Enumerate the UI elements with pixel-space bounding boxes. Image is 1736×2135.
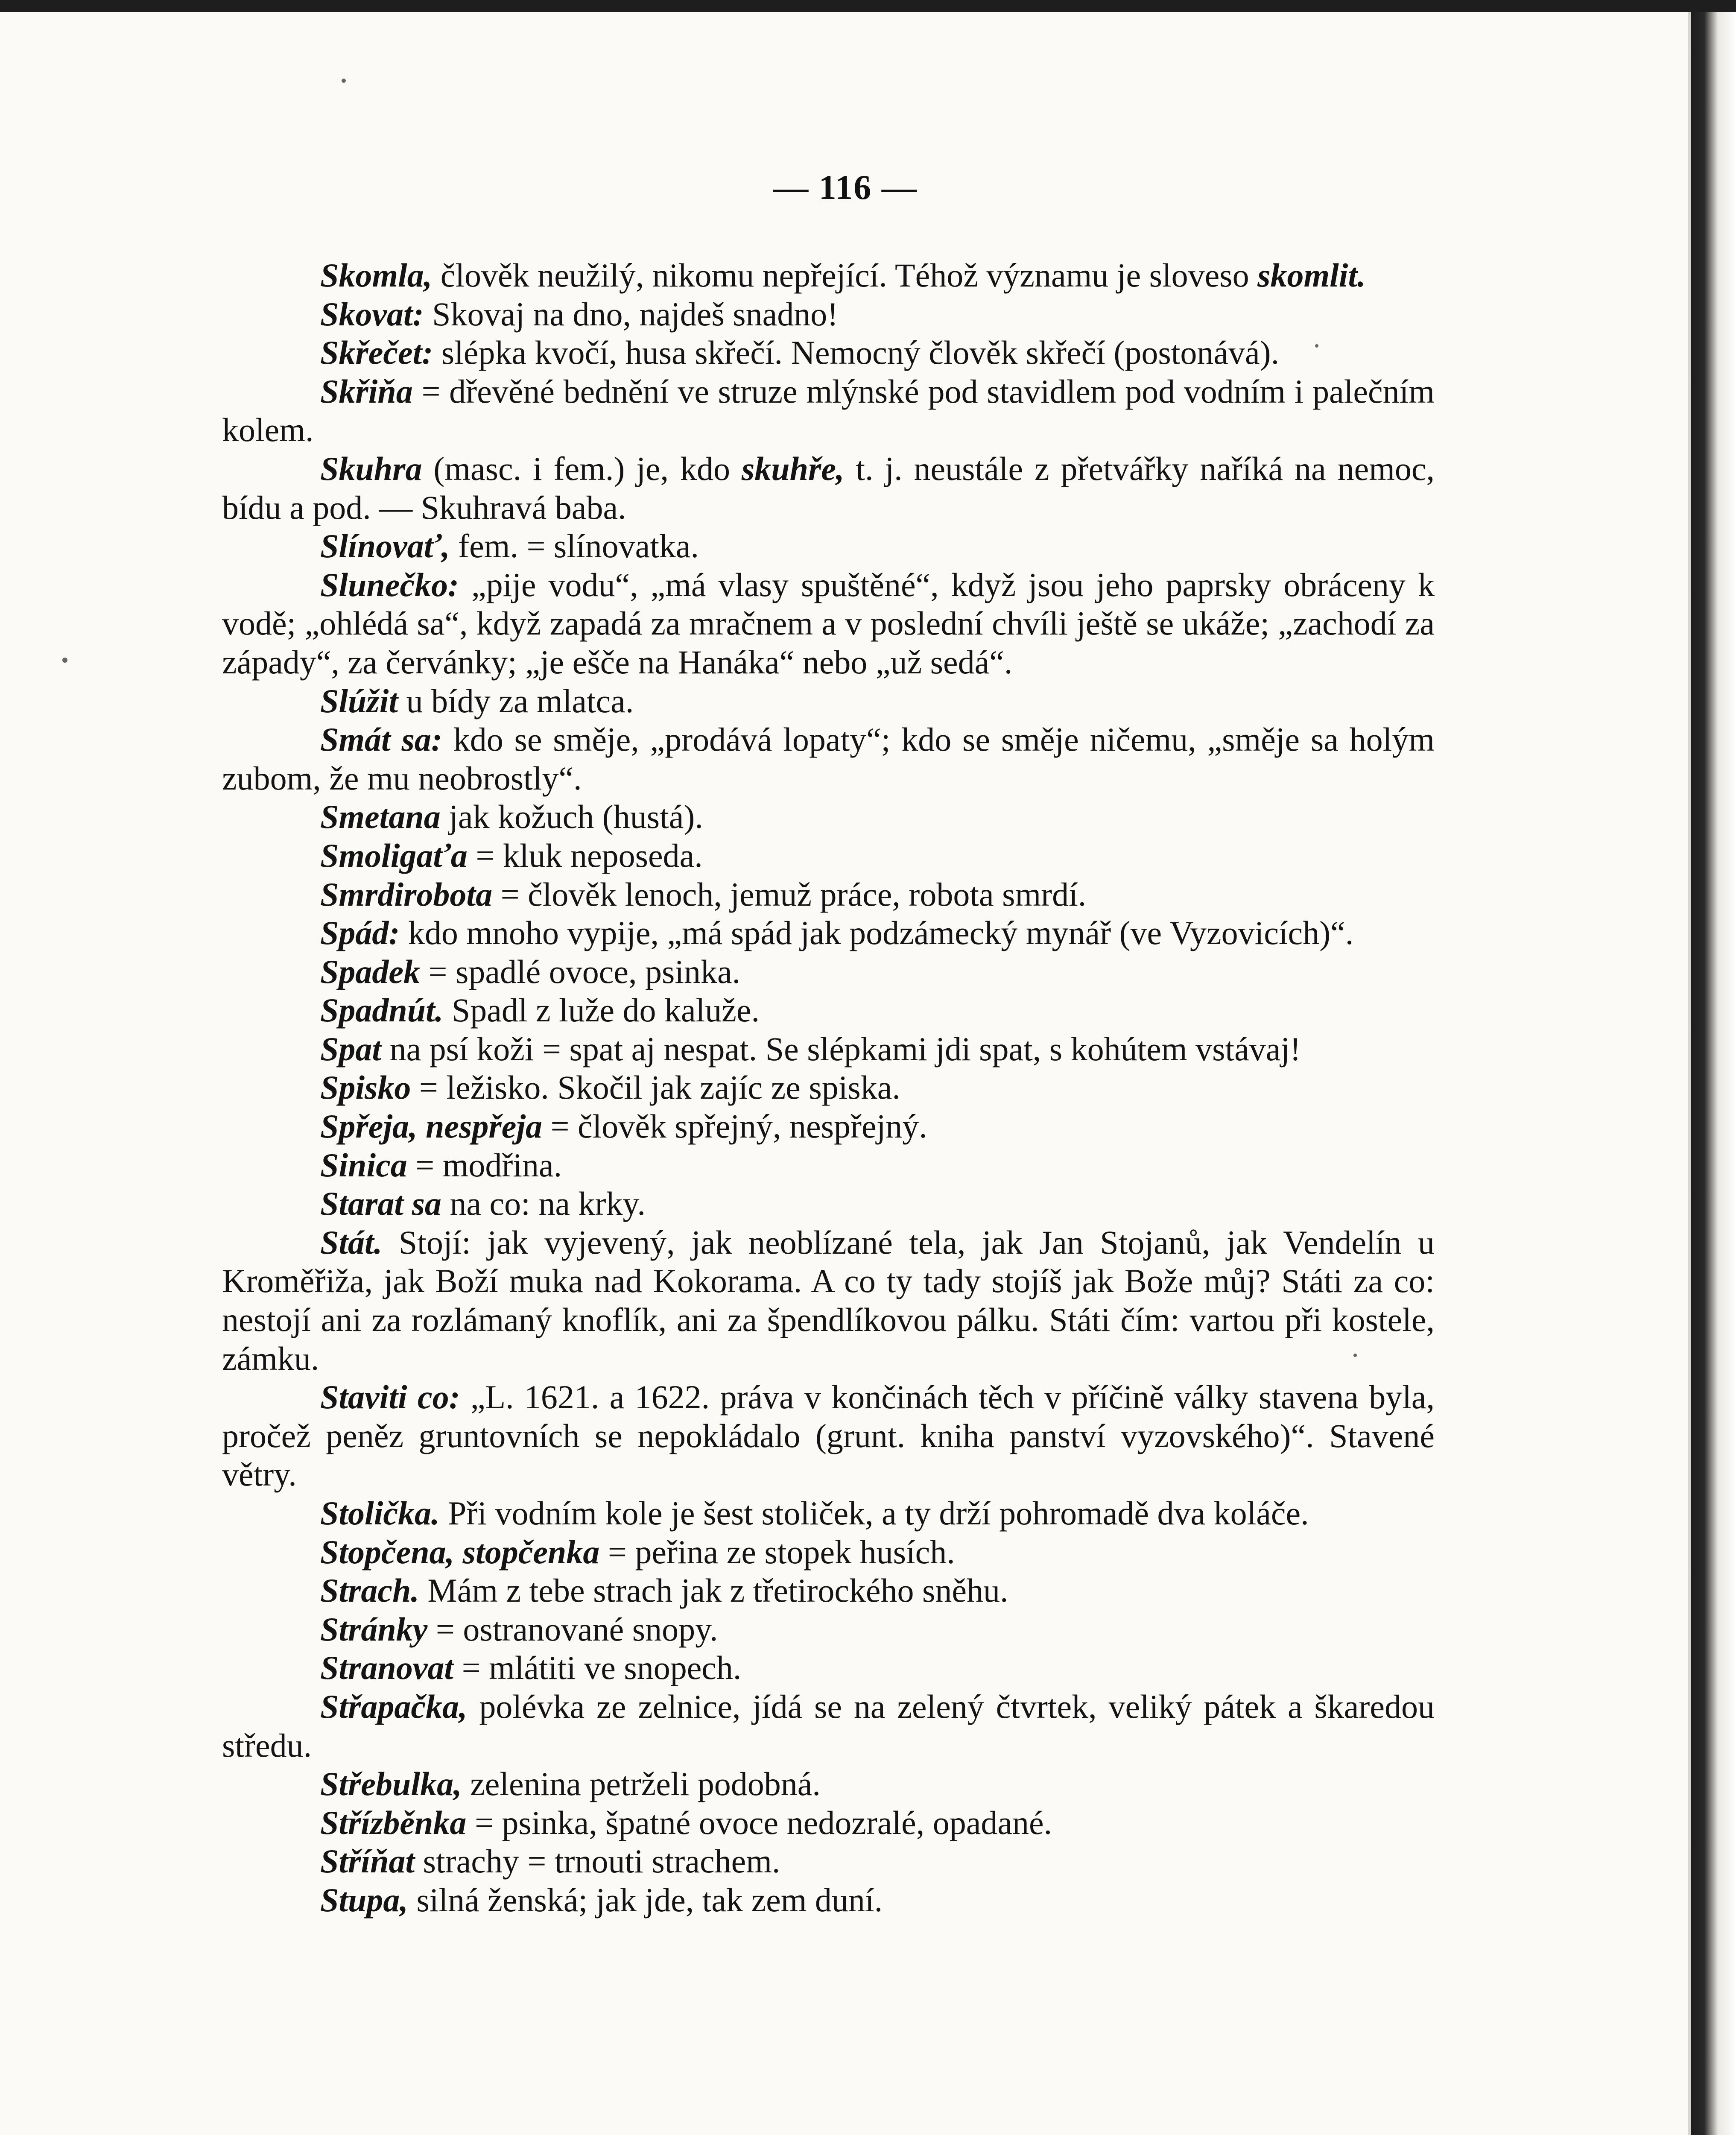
dictionary-entry bbox=[222, 953, 1435, 991]
page-number: — 116 — bbox=[773, 168, 918, 207]
dictionary-entry bbox=[222, 720, 1435, 798]
entry-headword: Skuhra bbox=[320, 450, 422, 487]
dictionary-entry bbox=[222, 1068, 1435, 1107]
dictionary-entry bbox=[222, 682, 1435, 721]
entry-headword: Starat sa bbox=[320, 1185, 441, 1223]
entry-definition: (masc. i fem.) je, kdo bbox=[422, 450, 742, 487]
entry-definition: zelenina petrželi podobná. bbox=[462, 1765, 821, 1803]
entry-headword: Skřečet: bbox=[320, 334, 433, 371]
dictionary-entry bbox=[222, 836, 1435, 875]
entry-headword: Skřiňa bbox=[320, 372, 413, 410]
dictionary-entry bbox=[222, 450, 1435, 527]
dictionary-entry bbox=[222, 1649, 1435, 1688]
scan-speck bbox=[62, 658, 67, 663]
entry-definition: = spadlé ovoce, psinka. bbox=[420, 953, 741, 990]
entry-definition: silná ženská; jak jde, tak zem duní. bbox=[408, 1881, 883, 1919]
dictionary-entry bbox=[222, 566, 1435, 682]
entry-definition: „pije vodu“, „má vlasy spuštěné“, když jsou jeho paprsky obráceny k vodě; „ohlédá sa“, když zapadá za mračnem a v poslední chvíli ještě se ukáže; „zachodí za západy“, za červánky; „je ešče na Hanáka“ nebo „už sedá“. bbox=[222, 566, 1435, 681]
dictionary-entry bbox=[222, 1030, 1435, 1069]
entry-definition: Stojí: jak vyjevený, jak neoblízané tela, jak Jan Stojanů, jak Vendelín u Kroměřiža, jak Boží muka nad Kokorama. A co ty tady stojíš jak Bože můj? Státi za co: nestojí ani za rozlámaný knoflík, ani za špendlíkovou pálku. Státi čím: vartou při kostele, zámku. bbox=[222, 1223, 1435, 1377]
dictionary-entry bbox=[222, 1107, 1435, 1146]
entry-headword: Stopčena, stopčenka bbox=[320, 1533, 600, 1571]
entry-headword: Stříňat bbox=[320, 1843, 415, 1880]
entry-headword: Střízběnka bbox=[320, 1804, 467, 1841]
entry-headword: Smoligaťa bbox=[320, 836, 468, 874]
entry-headword: Slúžit bbox=[320, 682, 398, 719]
entry-headword: Spřeja, nespřeja bbox=[320, 1108, 543, 1145]
entry-definition: = psinka, špatné ovoce nedozralé, opadané. bbox=[466, 1804, 1052, 1841]
entry-definition: = člověk spřejný, nespřejný. bbox=[542, 1108, 927, 1145]
entry-headword: Spat bbox=[320, 1030, 382, 1068]
entry-definition: = kluk neposeda. bbox=[467, 836, 703, 874]
entry-definition: = mlátiti ve snopech. bbox=[453, 1649, 742, 1687]
entry-definition: Spadl z luže do kaluže. bbox=[443, 991, 760, 1029]
entry-headword: Skovat: bbox=[320, 295, 424, 333]
dictionary-entry bbox=[222, 1223, 1435, 1378]
entry-definition: = dřevěné bednění ve struze mlýnské pod stavidlem pod vodním i palečním kolem. bbox=[222, 372, 1435, 449]
entry-definition: Mám z tebe strach jak z třetirockého sněhu. bbox=[419, 1572, 1008, 1609]
dictionary-entry bbox=[222, 1494, 1435, 1533]
dictionary-entry bbox=[222, 991, 1435, 1030]
entry-definition: kdo mnoho vypije, „má spád jak podzámecký mynář (ve Vyzovicích)“. bbox=[400, 914, 1354, 952]
entry-headword: Slunečko: bbox=[320, 566, 459, 603]
entry-headword: Strach. bbox=[320, 1572, 419, 1609]
entry-headword: Skomla, bbox=[320, 257, 433, 294]
entry-definition: = člověk lenoch, jemuž práce, robota smrdí. bbox=[492, 875, 1087, 913]
entry-headword: Stupa, bbox=[320, 1881, 408, 1919]
entry-headword: Stránky bbox=[320, 1610, 428, 1648]
entry-headword: Spád: bbox=[320, 914, 400, 952]
dictionary-entry bbox=[222, 333, 1435, 372]
entry-headword: Spisko bbox=[320, 1069, 411, 1106]
entry-definition: „L. 1621. a 1622. práva v končinách těch v příčině války stavena byla, pročež peněz gruntovních se nepokládalo (grunt. kniha panství vyzovského)“. Stavené větry. bbox=[222, 1378, 1435, 1493]
entry-headword: Střapačka, bbox=[320, 1688, 468, 1725]
entry-definition: člověk neužilý, nikomu nepřející. Téhož významu je sloveso bbox=[432, 257, 1258, 294]
dictionary-entry bbox=[222, 1571, 1435, 1610]
dictionary-entry bbox=[222, 372, 1435, 450]
entry-headword: Stolička. bbox=[320, 1494, 440, 1532]
scan-top-border bbox=[0, 0, 1736, 12]
scan-speck bbox=[342, 79, 346, 83]
entry-definition: jak kožuch (hustá). bbox=[440, 798, 703, 836]
dictionary-entry bbox=[222, 1184, 1435, 1223]
dictionary-entry bbox=[222, 1610, 1435, 1649]
entry-headword: Smát sa: bbox=[320, 721, 442, 758]
dictionary-entry bbox=[222, 1533, 1435, 1572]
entry-headword: Smetana bbox=[320, 798, 441, 836]
entry-headword: Sinica bbox=[320, 1146, 407, 1184]
entry-definition: strachy = trnouti strachem. bbox=[415, 1843, 780, 1880]
dictionary-entry bbox=[222, 1765, 1435, 1804]
entry-headword: Střebulka, bbox=[320, 1765, 462, 1803]
dictionary-entry bbox=[222, 1378, 1435, 1494]
dictionary-entry bbox=[222, 1881, 1435, 1920]
entry-headword: Spadnút. bbox=[320, 991, 444, 1029]
dictionary-entry bbox=[222, 1688, 1435, 1765]
entry-definition: fem. = slínovatka. bbox=[450, 527, 699, 565]
entry-definition: = ostranované snopy. bbox=[427, 1610, 718, 1648]
entry-related-word: skomlit. bbox=[1257, 257, 1366, 294]
entry-headword: Spadek bbox=[320, 953, 420, 990]
entry-headword: Slínovať, bbox=[320, 527, 450, 565]
entry-related-word: skuhře, bbox=[741, 450, 845, 487]
entry-definition: na psí koži = spat aj nespat. Se slépkami jdi spat, s kohútem vstávaj! bbox=[381, 1030, 1301, 1068]
entry-definition: = modřina. bbox=[407, 1146, 562, 1184]
entry-headword: Smrdirobota bbox=[320, 875, 493, 913]
entry-definition: Při vodním kole je šest stoliček, a ty drží pohromadě dva koláče. bbox=[439, 1494, 1309, 1532]
dictionary-entry bbox=[222, 295, 1435, 334]
entry-definition: Skovaj na dno, najdeš snadno! bbox=[424, 295, 839, 333]
entry-headword: Stranovat bbox=[320, 1649, 454, 1687]
entry-definition-tail: t. j. neustále z přetvářky naříká na nemoc, bídu a pod. — Skuhravá baba. bbox=[222, 450, 1435, 526]
scan-right-border bbox=[1691, 12, 1736, 2135]
dictionary-entry bbox=[222, 1146, 1435, 1185]
entry-headword: Stát. bbox=[320, 1223, 383, 1261]
dictionary-entry bbox=[222, 798, 1435, 836]
dictionary-entry bbox=[222, 1804, 1435, 1843]
dictionary-entry bbox=[222, 914, 1435, 953]
entry-definition: polévka ze zelnice, jídá se na zelený čtvrtek, veliký pátek a škaredou středu. bbox=[222, 1688, 1435, 1764]
dictionary-entry bbox=[222, 875, 1435, 914]
entry-definition: u bídy za mlatca. bbox=[398, 682, 634, 719]
entry-definition: = peřina ze stopek husích. bbox=[599, 1533, 955, 1571]
entry-headword: Staviti co: bbox=[320, 1378, 460, 1416]
entry-definition: slépka kvočí, husa skřečí. Nemocný člověk skřečí (postonává). bbox=[433, 334, 1280, 371]
entry-definition: kdo se směje, „prodává lopaty“; kdo se směje ničemu, „směje sa holým zubom, že mu neobrostly“. bbox=[222, 721, 1435, 797]
entry-definition: = ležisko. Skočil jak zajíc ze spiska. bbox=[411, 1069, 900, 1106]
entry-definition: na co: na krky. bbox=[441, 1185, 646, 1223]
dictionary-entry bbox=[222, 527, 1435, 566]
dictionary-entries bbox=[222, 256, 1435, 1920]
dictionary-entry bbox=[222, 256, 1435, 295]
dictionary-entry bbox=[222, 1842, 1435, 1881]
